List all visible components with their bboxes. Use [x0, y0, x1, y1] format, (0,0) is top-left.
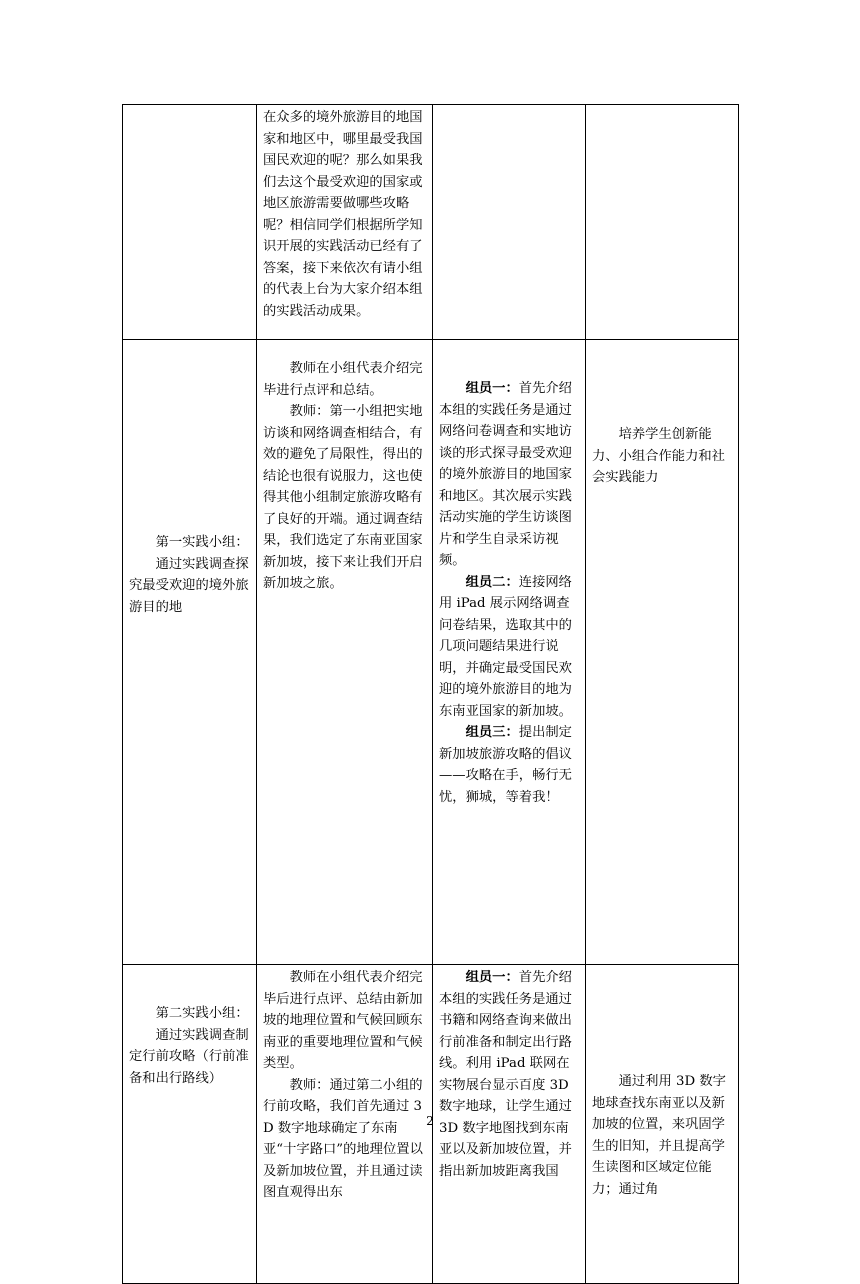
- cell-design-intent: [586, 105, 739, 340]
- cell-design-intent: [586, 340, 739, 965]
- member-text: 提出制定新加坡旅游攻略的倡议——攻略在手，畅行无忧，狮城，等着我！: [439, 725, 572, 805]
- design-intent-text: 培养学生创新能力、小组合作能力和社会实践能力: [592, 427, 725, 485]
- page-number: 2: [426, 1114, 434, 1128]
- teacher-intro-text: 在众多的境外旅游目的地国家和地区中，哪里最受我国国民欢迎的呢？那么如果我们去这个最受欢迎的国家或地区旅游需要做哪些攻略呢？相信同学们根据所学知识开展的实践活动已经有了答案，接下来依次有请小组的代表上台为大家介绍本组的实践活动成果。: [263, 110, 423, 319]
- teacher-summary: 教师：第一小组把实地访谈和网络调查相结合，有效的避免了局限性，得出的结论也很有说服力，这也使得其他小组制定旅游攻略有了良好的开端。通过调查结果，我们选定了东南亚国家新加坡，接下来让我们开启新加坡之旅。: [263, 404, 423, 591]
- group-title: 第二实践小组：: [155, 1006, 249, 1021]
- member-text: 连接网络用 iPad 展示网络调查问卷结果，选取其中的几项问题结果进行说明，并确定最受国民欢迎的境外旅游目的地为东南亚国家的新加坡。: [439, 574, 572, 719]
- cell-student-activity: [433, 340, 586, 965]
- member-label: 组员一：: [465, 381, 519, 396]
- cell-teacher-activity: [257, 340, 433, 965]
- cell-teacher-activity: [257, 105, 433, 340]
- table-row: [123, 105, 739, 340]
- member-one: [439, 967, 579, 1182]
- cell-student-activity: [433, 105, 586, 340]
- group-title: 第一实践小组：: [155, 535, 249, 550]
- table-row: [123, 340, 739, 965]
- group-task: 通过实践调查探究最受欢迎的境外旅游目的地: [129, 556, 249, 615]
- cell-stage: [123, 105, 257, 340]
- member-text: 首先介绍本组的实践任务是通过网络问卷调查和实地访谈的形式探寻最受欢迎的境外旅游目的地国家和地区。其次展示实践活动实施的学生访谈图片和学生自录采访视频。: [439, 381, 572, 568]
- member-label: 组员二：: [465, 574, 519, 590]
- teacher-comment: 教师在小组代表介绍完毕后进行点评、总结由新加坡的地理位置和气候回顾东南亚的重要地理位置和气候类型。: [263, 970, 423, 1071]
- lesson-plan-table: [122, 104, 739, 1284]
- member-label: 组员一：: [465, 970, 519, 985]
- member-three: [439, 722, 579, 808]
- member-two: [439, 572, 579, 723]
- member-label: 组员三：: [465, 725, 519, 740]
- teacher-comment: 教师在小组代表介绍完毕进行点评和总结。: [263, 361, 423, 398]
- teacher-summary: 教师：通过第二小组的行前攻略，我们首先通过 3D 数字地球确定了东南亚“十字路口”的地理位置以及新加坡位置，并且通过读图直观得出东: [263, 1077, 423, 1200]
- cell-stage: [123, 340, 257, 965]
- design-intent-text: 通过利用 3D 数字地球查找东南亚以及新加坡的位置，来巩固学生的旧知，并且提高学生读图和区域定位能力；通过角: [592, 1074, 726, 1197]
- member-one: [439, 378, 579, 572]
- group-task: 通过实践调查制定行前攻略（行前准备和出行路线）: [129, 1027, 249, 1086]
- member-text: 首先介绍本组的实践任务是通过书籍和网络查询来做出行前准备和制定出行路线。利用 iPad 联网在实物展台显示百度 3D 数字地球，让学生通过 3D 数字地图找到东南亚以及新加坡位置，并指出新加坡距离我国: [439, 970, 572, 1179]
